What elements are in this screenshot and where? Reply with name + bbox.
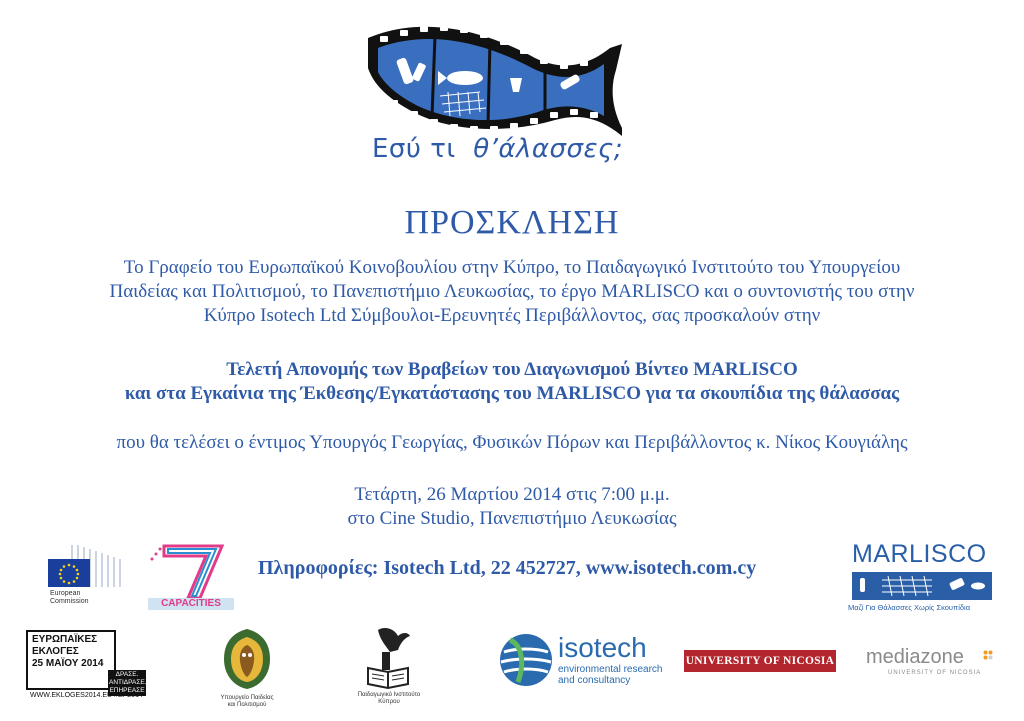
- globe-icon: [496, 630, 556, 690]
- ministry-caption: και Πολιτισμού: [227, 702, 267, 708]
- marlisco-subtitle: Μαζί Για Θάλασσες Χωρίς Σκουπίδια: [848, 603, 971, 612]
- marlisco-logo: [846, 540, 996, 614]
- isotech-wordmark: isotech: [558, 632, 647, 663]
- campaign-tagline: [372, 134, 632, 164]
- isotech-subtitle: environmental research: [558, 664, 663, 675]
- fp7-capacities-logo: [142, 540, 240, 612]
- dots-icon: [983, 650, 993, 660]
- event-place: στο Cine Studio, Πανεπιστήμιο Λευκωσίας: [347, 508, 677, 529]
- european-commission-logo: [34, 543, 130, 613]
- university-of-nicosia-logo: UNIVERSITY OF NICOSIA: [684, 650, 836, 672]
- mediazone-wordmark: mediazone: [866, 646, 964, 668]
- elections-text: ΕΥΡΩΠΑΪΚΕΣ: [32, 634, 98, 645]
- elections-slogan: ΔΡΑΣΕ. ΑΝΤΙΔΡΑΣΕ. ΕΠΗΡΕΑΣΕ: [109, 671, 147, 694]
- tagline-part-a: Εσύ τι: [372, 134, 456, 164]
- marlisco-band-icon: [852, 572, 992, 600]
- event-line: και στα Εγκαίνια της Έκθεσης/Εγκατάστασης του MARLISCO για τα σκουπίδια της θάλασσας: [124, 383, 900, 404]
- event-date: Τετάρτη, 26 Μαρτίου 2014 στις 7:00 μ.μ.: [354, 484, 670, 505]
- minister-line: που θα τελέσει ο έντιμος Υπουργός Γεωργίας, Φυσικών Πόρων και Περιβάλλοντος κ. Νίκος Κουγιάλης: [116, 432, 908, 453]
- mediazone-subtitle: UNIVERSITY OF NICOSIA: [888, 670, 982, 676]
- elections-tag: #EP2014: [114, 692, 143, 699]
- intro-line: Παιδείας και Πολιτισμού, το Πανεπιστήμιο Λευκωσίας, το έργο MARLISCO και ο συντονιστής του στην: [109, 281, 915, 302]
- contact-info: Πληροφορίες: Isotech Ltd, 22 452727, www.isotech.com.cy: [258, 557, 757, 579]
- isotech-subtitle: and consultancy: [558, 675, 631, 686]
- marlisco-wordmark: MARLISCO: [852, 540, 987, 568]
- european-elections-logo: [26, 630, 147, 706]
- elections-text: ΕΚΛΟΓΕΣ: [32, 646, 79, 657]
- pi-caption: Παιδαγωγικό Ινστιτούτο: [357, 692, 421, 698]
- ministry-caption: Υπουργείο Παιδείας: [220, 695, 274, 701]
- intro-line: Το Γραφείο του Ευρωπαϊκού Κοινοβουλίου στην Κύπρο, το Παιδαγωγικό Ινστιτούτο του Υπουργείου: [123, 257, 901, 278]
- intro-line: Κύπρο Isotech Ltd Σύμβουλοι-Ερευνητές Περιβάλλοντος, σας προσκαλούν στην: [203, 305, 821, 326]
- elections-web: WWW.EKLOGES2014.EU: [30, 692, 113, 699]
- dove-book-icon: [354, 622, 424, 690]
- mediazone-logo: [866, 646, 1006, 680]
- intro-paragraph: [40, 256, 984, 328]
- film-fish-logo: [360, 8, 630, 148]
- eu-label: European: [50, 590, 81, 597]
- invitation-title: ΠΡΟΣΚΛΗΣΗ: [404, 204, 620, 241]
- eu-label: Commission: [50, 598, 89, 605]
- cyprus-crest-icon: [212, 625, 282, 693]
- pedagogical-institute-logo: [354, 622, 424, 712]
- pi-caption: Κύπρου: [378, 699, 400, 705]
- date-place: [0, 483, 1024, 531]
- seven-icon: [142, 540, 240, 600]
- isotech-logo: [496, 630, 663, 694]
- event-line: Τελετή Απονομής των Βραβείων του Διαγωνισμού Βίντεο MARLISCO: [226, 359, 798, 380]
- eu-flag-icon: [34, 543, 130, 591]
- ministry-education-logo: [212, 625, 282, 713]
- fp7-label: CAPACITIES: [148, 598, 234, 610]
- tagline-part-b: θ’άλασσες;: [473, 134, 624, 164]
- event-description: [0, 358, 1024, 406]
- elections-text: 25 ΜΑΪΟΥ 2014: [32, 658, 104, 669]
